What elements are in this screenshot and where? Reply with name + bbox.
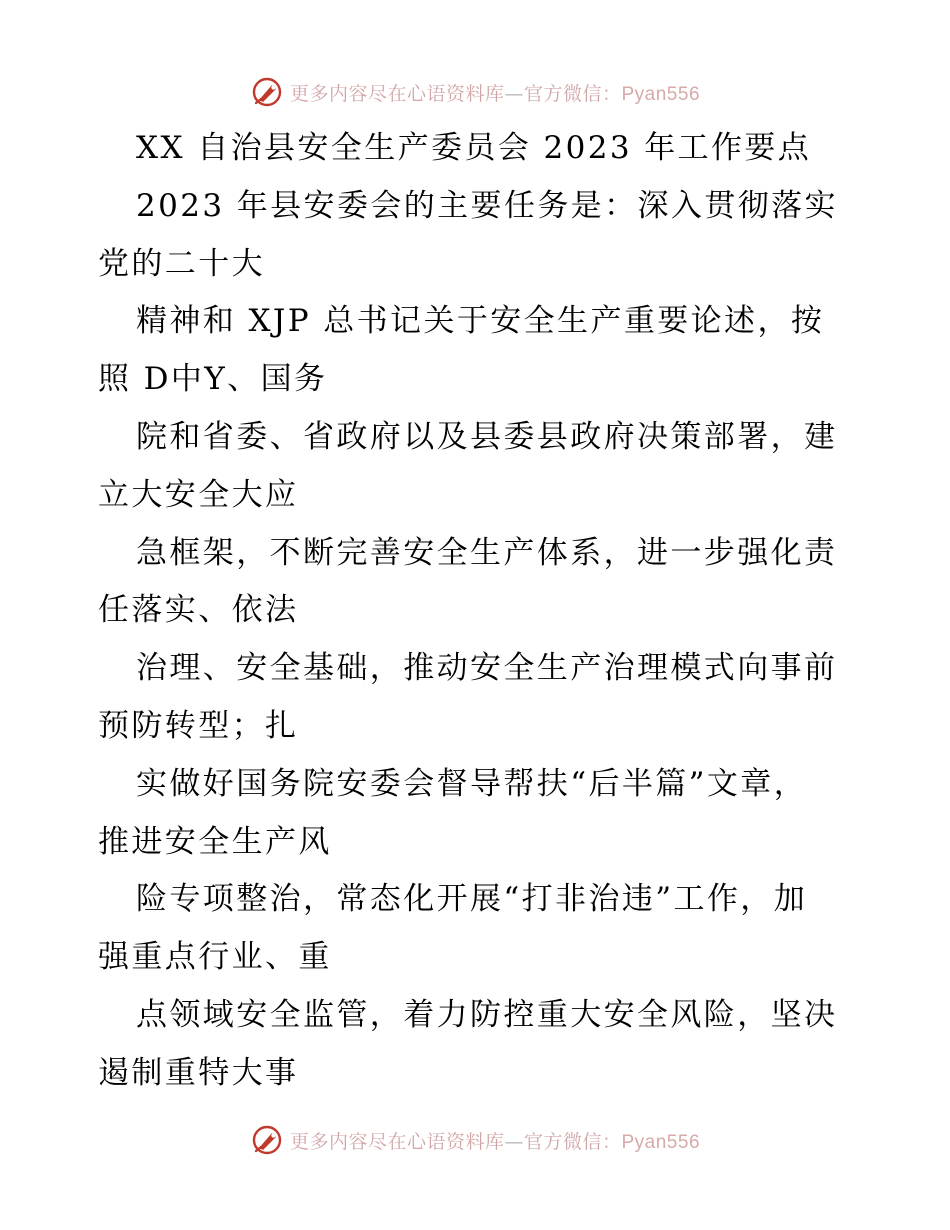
banner-text xyxy=(290,1127,700,1154)
banner-separator: — xyxy=(504,82,524,105)
text-line: 预防转型；扎 xyxy=(98,707,299,744)
text-line: 党的二十大 xyxy=(98,245,265,282)
banner-wechat-label: 官方微信： xyxy=(523,82,622,105)
text-line: 强重点行业、重 xyxy=(98,939,332,976)
pen-nib-logo-icon xyxy=(250,1123,284,1157)
pen-nib-logo-icon xyxy=(250,75,284,109)
banner-main-text: 更多内容尽在心语资料库 xyxy=(289,1130,505,1153)
text-line: 急框架，不断完善安全生产体系，进一步强化责 xyxy=(136,534,838,571)
header-banner xyxy=(0,72,950,112)
text-line: 照 D中Y、国务 xyxy=(98,361,328,398)
text-line: 治理、安全基础，推动安全生产治理模式向事前 xyxy=(136,650,838,687)
banner-main-text: 更多内容尽在心语资料库 xyxy=(289,82,505,105)
banner-wechat-id: Pyan556 xyxy=(621,1131,701,1153)
banner-text xyxy=(290,79,700,106)
text-line: 点领域安全监管，着力防控重大安全风险，坚决 xyxy=(136,996,838,1033)
text-line: 实做好国务院安委会督导帮扶“后半篇”文章， xyxy=(136,765,808,802)
text-line: 2023 年县安委会的主要任务是：深入贯彻落实 xyxy=(136,187,838,224)
text-line: 立大安全大应 xyxy=(98,476,299,513)
text-line: 遏制重特大事 xyxy=(98,1054,299,1091)
banner-wechat-label: 官方微信： xyxy=(523,1130,622,1153)
banner-wechat-id: Pyan556 xyxy=(621,83,701,105)
document-title: XX 自治县安全生产委员会 2023 年工作要点 xyxy=(136,130,812,166)
banner-separator: — xyxy=(504,1130,524,1153)
footer-banner xyxy=(0,1120,950,1160)
document-body xyxy=(98,120,858,1103)
text-line: 精神和 XJP 总书记关于安全生产重要论述，按 xyxy=(136,303,825,340)
text-line: 险专项整治，常态化开展“打非治违”工作，加 xyxy=(136,881,808,918)
text-line: 院和省委、省政府以及县委县政府决策部署，建 xyxy=(136,418,838,455)
text-line: 任落实、依法 xyxy=(98,592,299,629)
text-line: 推进安全生产风 xyxy=(98,823,332,860)
